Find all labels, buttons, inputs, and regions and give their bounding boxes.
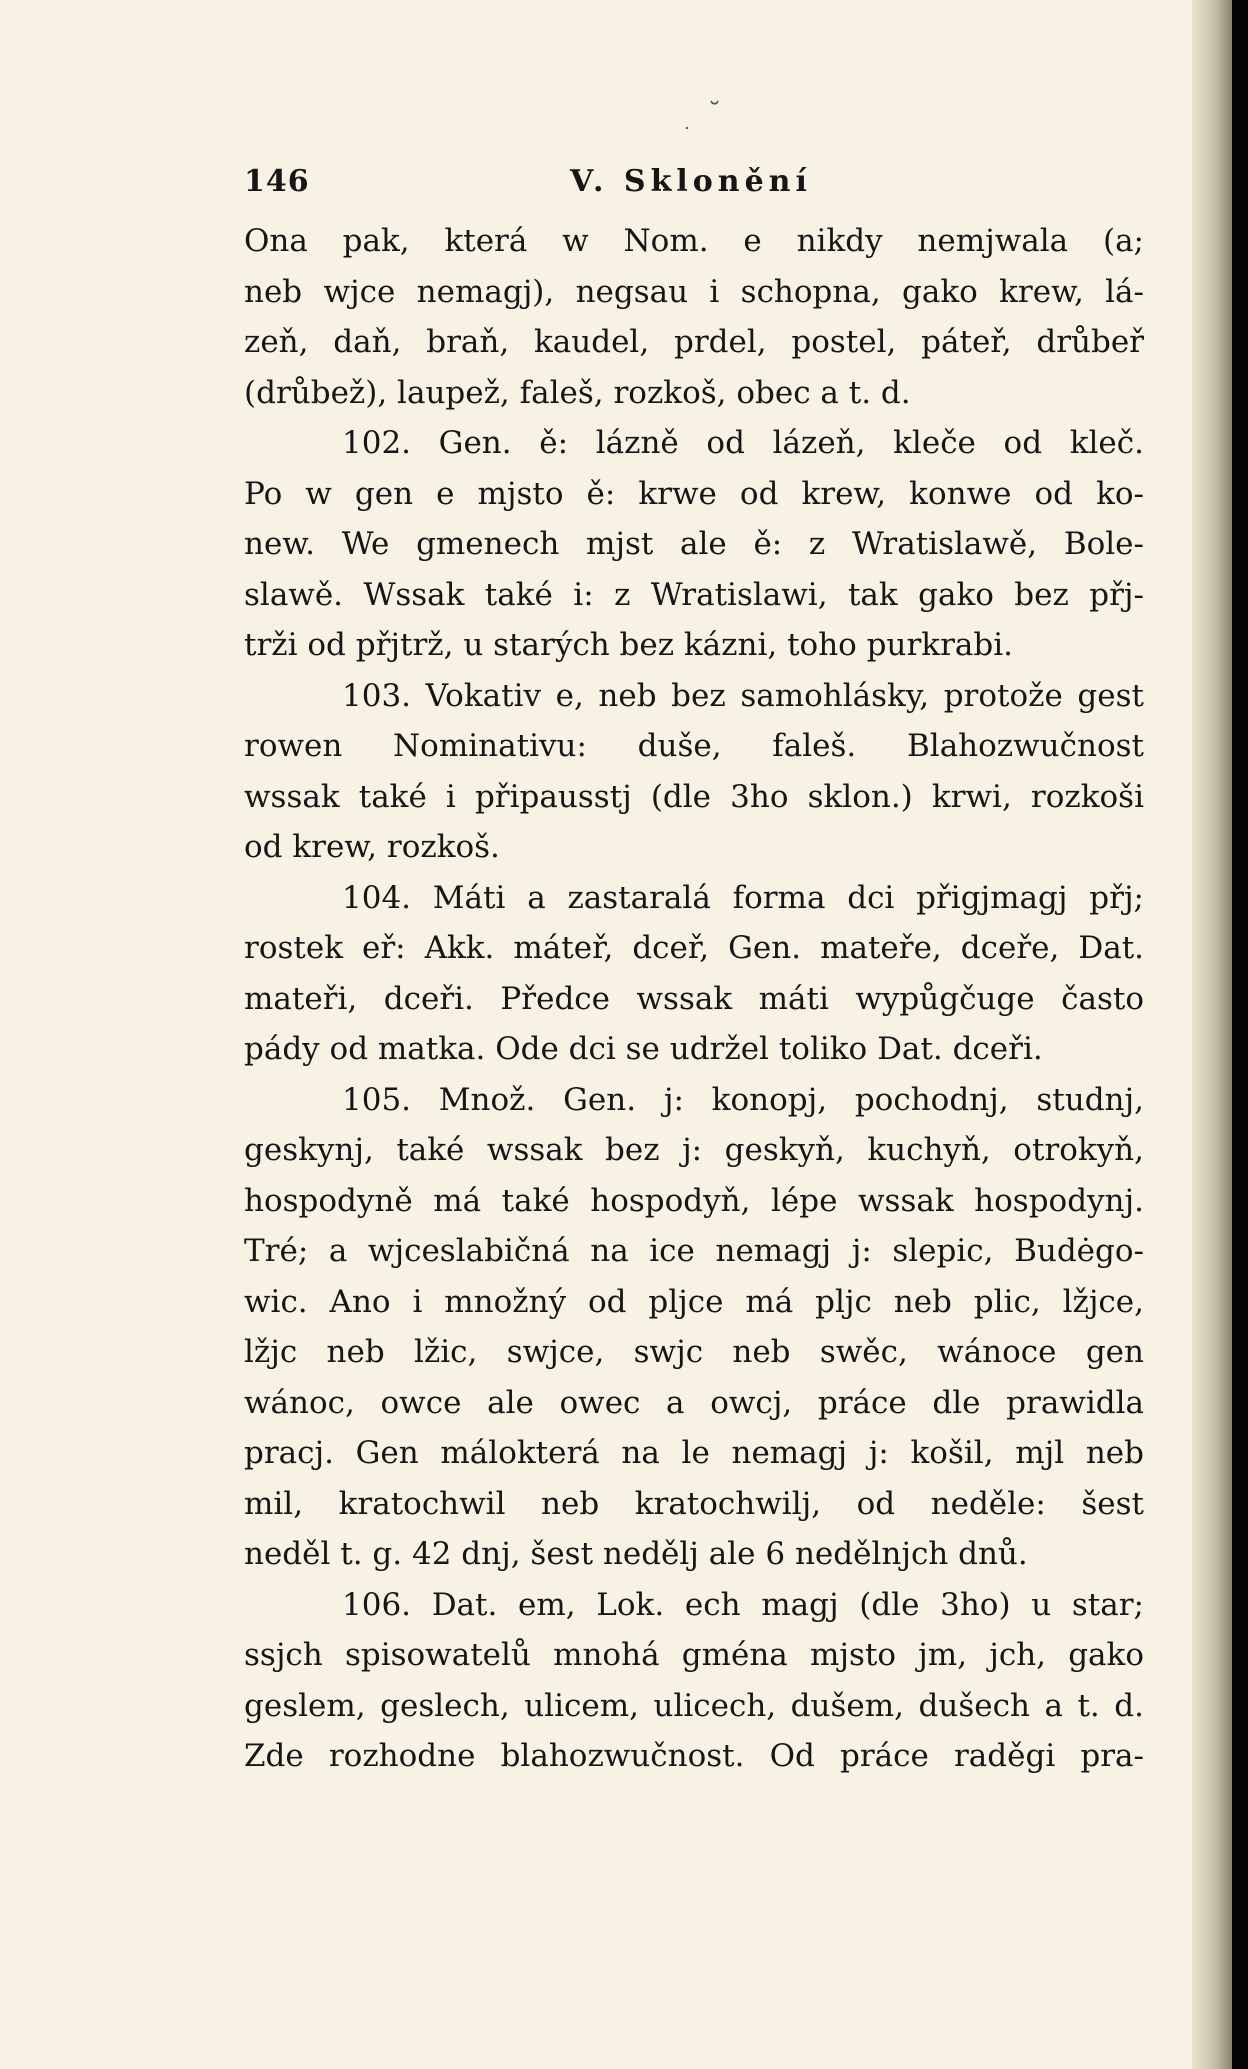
text-block bbox=[244, 160, 1144, 1782]
text-line: pády od matka. Ode dci se udržel toliko Dat. dceři. bbox=[244, 1031, 1043, 1067]
text-line: neb wjce nemagj), negsau i schopna, gako krew, lá- bbox=[244, 273, 1144, 310]
text-line: zeň, daň, braň, kaudel, prdel, postel, páteř, drůbeř bbox=[244, 324, 1144, 360]
scan-border bbox=[1232, 0, 1248, 2069]
text-line: 103. Vokativ e, neb bez samohlásky, protože gest bbox=[342, 677, 1144, 714]
text-line: wánoc, owce ale owec a owcj, práce dle prawidla bbox=[244, 1384, 1144, 1421]
text-line: (drůbež), laupež, faleš, rozkoš, obec a t. d. bbox=[244, 374, 911, 411]
text-line: rostek eř: Akk. máteř, dceř, Gen. mateře, dceře, Dat. bbox=[244, 930, 1144, 966]
text-line: wssak také i připausstj (dle 3ho sklon.) krwi, rozkoši bbox=[244, 778, 1144, 815]
text-line: mateři, dceři. Předce wssak máti wypůgčuge často bbox=[244, 980, 1144, 1017]
page-binding-edge bbox=[1192, 0, 1232, 2069]
text-line: ssjch spisowatelů mnohá gména mjsto jm, jch, gako bbox=[244, 1637, 1144, 1673]
text-line: Zde rozhodne blahozwučnost. Od práce raděgi pra- bbox=[244, 1738, 1144, 1774]
stray-mark: ˘ bbox=[708, 98, 721, 128]
text-line: 104. Máti a zastaralá forma dci přigjmagj přj; bbox=[342, 879, 1144, 916]
text-line: od krew, rozkoš. bbox=[244, 829, 500, 865]
page-header bbox=[244, 160, 1144, 216]
text-line: mil, kratochwil neb kratochwilj, od neděle: šest bbox=[244, 1485, 1144, 1522]
body-text bbox=[244, 216, 1144, 1782]
text-line: trži od přjtrž, u starých bez kázni, toho purkrabi. bbox=[244, 627, 1014, 663]
running-head: V. Sklonění bbox=[570, 164, 812, 199]
text-line: Po w gen e mjsto ě: krwe od krew, konwe od ko- bbox=[244, 475, 1144, 512]
text-line: new. We gmenech mjst ale ě: z Wratislawě, Bole- bbox=[244, 526, 1144, 562]
text-line: slawě. Wssak také i: z Wratislawi, tak gako bez přj- bbox=[244, 576, 1144, 613]
text-line: geskynj, také wssak bez j: geskyň, kuchyň, otrokyň, bbox=[244, 1132, 1144, 1168]
text-line: hospodyně má také hospodyň, lépe wssak hospodynj. bbox=[244, 1182, 1144, 1219]
text-line: Tré; a wjceslabičná na ice nemagj j: slepic, Budėgo- bbox=[244, 1233, 1144, 1269]
text-line: rowen Nominativu: duše, faleš. Blahozwučnost bbox=[244, 728, 1144, 764]
text-line: 106. Dat. em, Lok. ech magj (dle 3ho) u star; bbox=[342, 1586, 1144, 1623]
text-line: Ona pak, která w Nom. e nikdy nemjwala (a; bbox=[244, 223, 1144, 259]
text-line: pracj. Gen málokterá na le nemagj j: košil, mjl neb bbox=[244, 1435, 1144, 1471]
page-number: 146 bbox=[244, 164, 310, 199]
text-line: lžjc neb lžic, swjce, swjc neb swěc, wánoce gen bbox=[244, 1334, 1144, 1370]
text-line: 102. Gen. ě: lázně od lázeň, kleče od kleč. bbox=[342, 425, 1144, 461]
text-line: 105. Množ. Gen. j: konopj, pochodnj, studnj, bbox=[342, 1081, 1144, 1118]
text-line: neděl t. g. 42 dnj, šest nedělj ale 6 nedělnjch dnů. bbox=[244, 1536, 1028, 1572]
text-line: wic. Ano i množný od pljce má pljc neb plic, lžjce, bbox=[244, 1283, 1144, 1320]
text-line: geslem, geslech, ulicem, ulicech, dušem, dušech a t. d. bbox=[244, 1687, 1144, 1724]
stray-mark: · bbox=[684, 118, 690, 139]
